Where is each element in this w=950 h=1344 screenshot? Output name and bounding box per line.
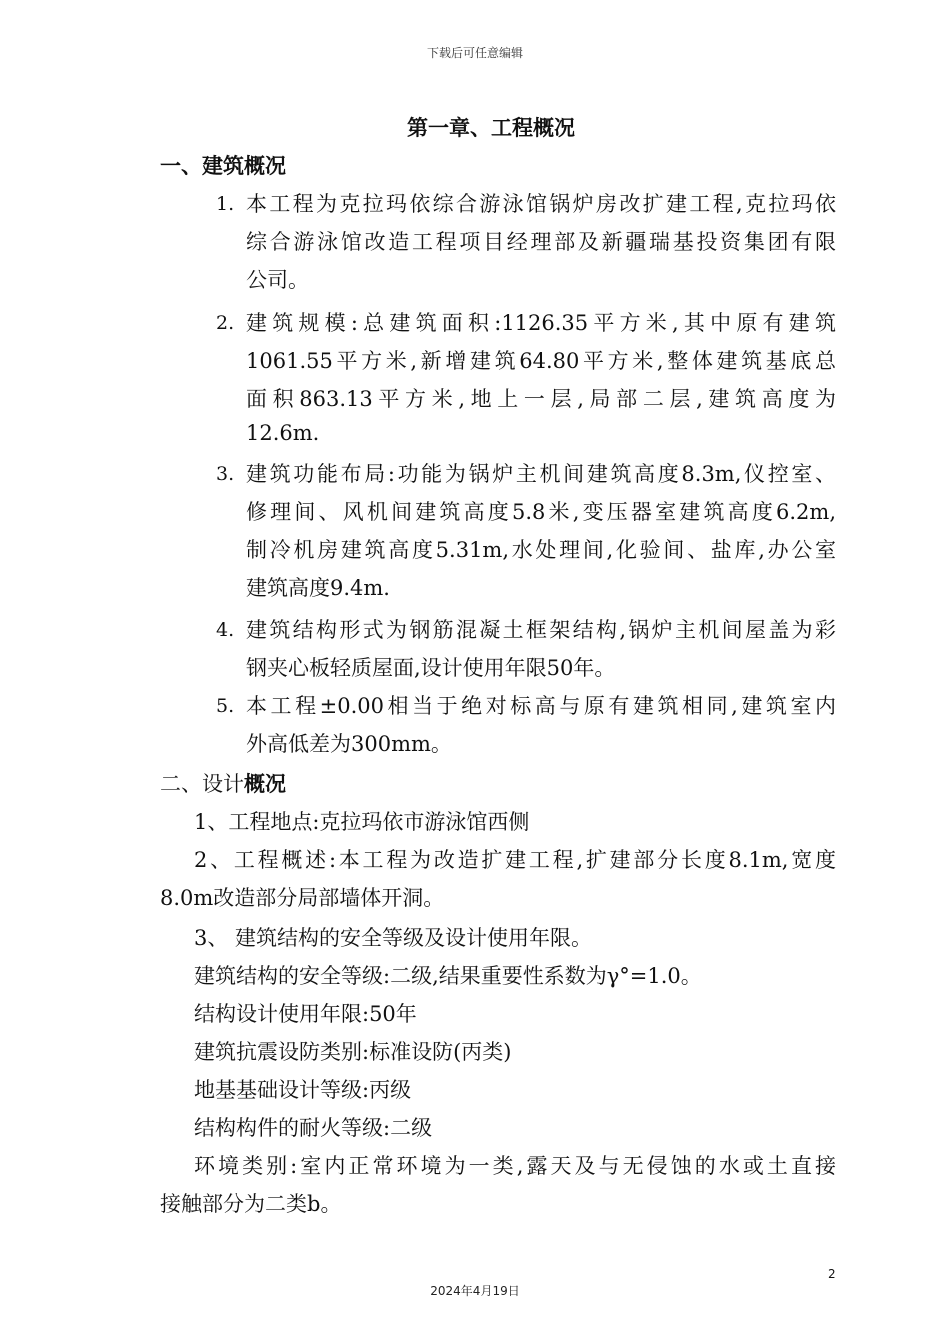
item-line: 建筑功能布局:功能为锅炉主机间建筑高度8.3m,仪控室、 — [246, 462, 836, 486]
item-number: 2. — [216, 312, 235, 334]
design-line: 3、 建筑结构的安全等级及设计使用年限。 — [194, 926, 593, 950]
item-line: 12.6m. — [246, 421, 320, 445]
item-line: 面积863.13平方米,地上一层,局部二层,建筑高度为 — [246, 387, 836, 411]
item-line: 钢夹心板轻质屋面,设计使用年限50年。 — [246, 656, 616, 680]
design-line: 地基基础设计等级:丙级 — [194, 1078, 412, 1102]
design-line: 建筑结构的安全等级:二级,结果重要性系数为γ°=1.0。 — [194, 964, 702, 988]
page-header: 下载后可任意编辑 — [426, 46, 523, 60]
item-number: 3. — [216, 463, 235, 485]
item-line: 本工程为克拉玛依综合游泳馆锅炉房改扩建工程,克拉玛依 — [246, 192, 836, 216]
item-line: 综合游泳馆改造工程项目经理部及新疆瑞基投资集团有限 — [246, 230, 836, 254]
chapter-title: 第一章、工程概况 — [407, 115, 575, 140]
item-number: 1. — [216, 193, 235, 215]
design-line: 环境类别:室内正常环境为一类,露天及与无侵蚀的水或土直接 — [194, 1154, 836, 1178]
item-line: 建筑结构形式为钢筋混凝土框架结构,锅炉主机间屋盖为彩 — [246, 618, 836, 642]
item-number: 5. — [216, 695, 235, 717]
item-line: 修理间、风机间建筑高度5.8米,变压器室建筑高度6.2m, — [246, 500, 836, 524]
design-line: 接触部分为二类b。 — [160, 1192, 342, 1216]
item-line: 1061.55平方米,新增建筑64.80平方米,整体建筑基底总 — [246, 349, 836, 373]
item-number: 4. — [216, 619, 235, 641]
page-number: 2 — [828, 1267, 836, 1281]
item-line: 建筑高度9.4m. — [246, 576, 390, 600]
design-line: 8.0m改造部分局部墙体开洞。 — [160, 886, 445, 910]
item-line: 公司。 — [246, 268, 309, 292]
item-line: 建筑规模:总建筑面积:1126.35平方米,其中原有建筑 — [246, 311, 836, 335]
item-line: 制冷机房建筑高度5.31m,水处理间,化验间、盐库,办公室 — [246, 538, 836, 562]
item-line: 本工程±0.00相当于绝对标高与原有建筑相同,建筑室内 — [246, 694, 836, 718]
page-footer-date: 2024年4月19日 — [430, 1284, 520, 1298]
design-line: 建筑抗震设防类别:标准设防(丙类) — [194, 1040, 512, 1064]
design-line: 结构构件的耐火等级:二级 — [194, 1116, 433, 1140]
section2-heading: 二、设计概况 — [160, 771, 286, 796]
design-line: 结构设计使用年限:50年 — [194, 1002, 417, 1026]
item-line: 外高低差为300mm。 — [246, 732, 452, 756]
design-line: 2、工程概述:本工程为改造扩建工程,扩建部分长度8.1m,宽度 — [194, 848, 836, 872]
section1-heading: 一、建筑概况 — [160, 153, 286, 178]
design-line: 1、工程地点:克拉玛依市游泳馆西侧 — [194, 810, 530, 834]
